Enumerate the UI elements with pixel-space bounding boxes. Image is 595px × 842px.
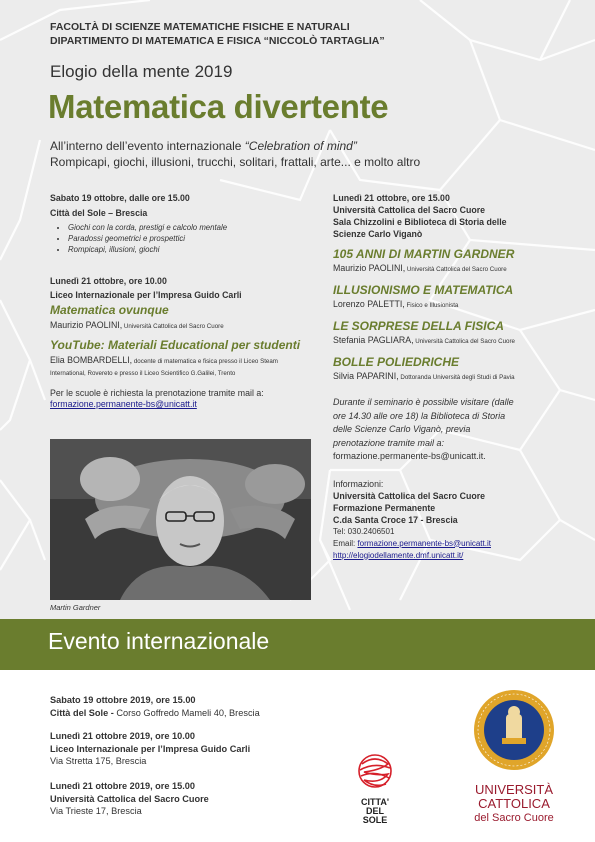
note-line: Durante il seminario è possibile visitare (dalle bbox=[333, 397, 514, 407]
talk-title: LE SORPRESE DELLA FISICA bbox=[333, 319, 504, 333]
event-address: Via Trieste 17, Brescia bbox=[50, 806, 142, 816]
note-line: prenotazione tramite mail a: bbox=[333, 437, 445, 448]
talk-affiliation: Università Cattolica del Sacro Cuore bbox=[405, 266, 507, 273]
event-date: Lunedì 21 ottobre 2019, ore 15.00 bbox=[50, 781, 196, 791]
logo-text: DEL bbox=[366, 806, 384, 816]
university-seal-icon bbox=[472, 688, 556, 772]
logo-text: CITTA' bbox=[361, 797, 389, 807]
intro-text bbox=[50, 138, 570, 170]
monday-morning-date: Lunedì 21 ottobre, ore 10.00 bbox=[50, 276, 167, 286]
note-line: formazione.permanente-bs@unicatt.it. bbox=[333, 451, 486, 461]
info-email-link[interactable]: formazione.permanente-bs@unicatt.it bbox=[357, 538, 491, 548]
talk-speaker: Elia BOMBARDELLI, bbox=[50, 355, 133, 365]
band-label: Evento internazionale bbox=[48, 628, 270, 654]
intro-event-name: “Celebration of mind” bbox=[244, 139, 357, 153]
saturday-program-list bbox=[50, 222, 300, 255]
portrait-illustration bbox=[50, 439, 311, 600]
talk-affiliation: Dottoranda Università degli Studi di Pavia bbox=[398, 374, 515, 381]
faculty-line: FACOLTÀ DI SCIENZE MATEMATICHE FISICHE E NATURALI bbox=[50, 21, 350, 33]
info-email-label: Email: bbox=[333, 538, 358, 548]
event-entry bbox=[50, 780, 209, 818]
event-address: Via Stretta 175, Brescia bbox=[50, 756, 147, 766]
note-line: delle Scienze Carlo Viganò, previa bbox=[333, 424, 471, 434]
note-line: ore 14.30 alle ore 18) la Biblioteca di Storia bbox=[333, 410, 506, 421]
booking-text: Per le scuole è richiesta la prenotazione tramite mail a: bbox=[50, 388, 264, 398]
monday-morning-place: Liceo Internazionale per l’Impresa Guido Carli bbox=[50, 290, 242, 300]
booking-email-link[interactable]: formazione.permanente-bs@unicatt.it bbox=[50, 399, 197, 409]
info-street: C.da Santa Croce 17 - bbox=[333, 514, 426, 525]
logo-text: del Sacro Cuore bbox=[474, 812, 554, 824]
info-tel: Tel: 030.2406501 bbox=[333, 526, 395, 536]
sun-scribble-icon bbox=[350, 750, 400, 792]
talk-affiliation: Università Cattolica del Sacro Cuore bbox=[122, 323, 224, 330]
info-label: Informazioni: bbox=[333, 478, 384, 489]
event-entry bbox=[50, 694, 260, 719]
martin-gardner-photo bbox=[50, 439, 311, 600]
logo-text: UNIVERSITÀ bbox=[474, 782, 553, 797]
monday-afternoon-section bbox=[333, 192, 563, 562]
info-block bbox=[333, 478, 563, 562]
talk-block bbox=[333, 247, 563, 276]
poster-title: Matematica divertente bbox=[48, 88, 389, 125]
saturday-place: Città del Sole – Brescia bbox=[50, 208, 148, 218]
event-separator: - bbox=[108, 707, 117, 718]
talk-block bbox=[333, 355, 563, 384]
list-item: • Giochi con la corda, prestigi e calcolo mentale bbox=[68, 222, 300, 233]
intro-prefix: All’interno dell’evento internazionale bbox=[50, 139, 245, 153]
talk-speaker: Maurizio PAOLINI, bbox=[333, 263, 406, 273]
info-city: Brescia bbox=[425, 514, 458, 525]
intro-topics: Rompicapi, giochi, illusioni, trucchi, solitari, frattali, arte... e molto altro bbox=[50, 155, 421, 169]
talk-speaker: Stefania PAGLIARA, bbox=[333, 335, 414, 345]
faculty-heading bbox=[50, 20, 385, 48]
talk-title: 105 ANNI DI MARTIN GARDNER bbox=[333, 247, 515, 261]
event-date: Sabato 19 ottobre 2019, ore 15.00 bbox=[50, 695, 196, 705]
info-website-link[interactable]: http://elogiodellamente.dmf.unicatt.it/ bbox=[333, 550, 464, 560]
event-name: Elogio della mente 2019 bbox=[50, 62, 233, 81]
talk-affiliation: Fisico e Illusionista bbox=[404, 302, 459, 309]
department-line: DIPARTIMENTO DI MATEMATICA E FISICA “NICCOLÒ TARTAGLIA” bbox=[50, 35, 385, 47]
list-item: • Paradossi geometrici e prospettici bbox=[68, 233, 300, 244]
talk-block bbox=[333, 283, 563, 312]
talk-affiliation: docente di matematica e fisica presso il Liceo Steam International, Rovereto e presso il Liceo Scientifico G.Galilei, Trento bbox=[50, 358, 278, 377]
event-address: Corso Goffredo Mameli 40, Brescia bbox=[116, 707, 260, 718]
saturday-date: Sabato 19 ottobre, dalle ore 15.00 bbox=[50, 193, 190, 203]
venue-line: Sala Chizzolini e Biblioteca di Storia delle bbox=[333, 217, 507, 227]
talk-title: BOLLE POLIEDRICHE bbox=[333, 355, 460, 369]
event-date: Lunedì 21 ottobre 2019, ore 10.00 bbox=[50, 731, 196, 741]
info-org: Formazione Permanente bbox=[333, 502, 436, 513]
logo-text: SOLE bbox=[362, 815, 388, 825]
talk-title: ILLUSIONISMO E MATEMATICA bbox=[333, 283, 514, 297]
talk-title: Matematica ovunque bbox=[50, 303, 169, 317]
info-org: Università Cattolica del Sacro Cuore bbox=[333, 490, 486, 501]
event-entry bbox=[50, 730, 250, 768]
event-place: Città del Sole bbox=[50, 707, 109, 718]
citta-del-sole-logo bbox=[350, 750, 400, 830]
visit-note bbox=[333, 396, 563, 464]
monday-morning-section bbox=[50, 275, 305, 410]
photo-caption: Martin Gardner bbox=[50, 603, 101, 612]
talk-title: YouTube: Materiali Educational per studenti bbox=[50, 338, 301, 352]
talk-speaker: Lorenzo PALETTI, bbox=[333, 299, 405, 309]
logo-text: CATTOLICA bbox=[478, 796, 550, 811]
event-place: Liceo Internazionale per l’Impresa Guido Carli bbox=[50, 743, 251, 754]
talk-affiliation: Università Cattolica del Sacro Cuore bbox=[413, 338, 515, 345]
talk-speaker: Maurizio PAOLINI, bbox=[50, 320, 123, 330]
talk-speaker: Silvia PAPARINI, bbox=[333, 371, 399, 381]
venue-line: Università Cattolica del Sacro Cuore bbox=[333, 205, 486, 215]
monday-afternoon-date: Lunedì 21 ottobre, ore 15.00 bbox=[333, 193, 450, 203]
saturday-section bbox=[50, 192, 300, 255]
venue-line: Scienze Carlo Viganò bbox=[333, 229, 423, 239]
list-item: • Rompicapi, illusioni, giochi bbox=[68, 244, 300, 255]
universita-cattolica-logo bbox=[468, 688, 560, 836]
talk-block bbox=[333, 319, 563, 348]
event-place: Università Cattolica del Sacro Cuore bbox=[50, 793, 209, 804]
